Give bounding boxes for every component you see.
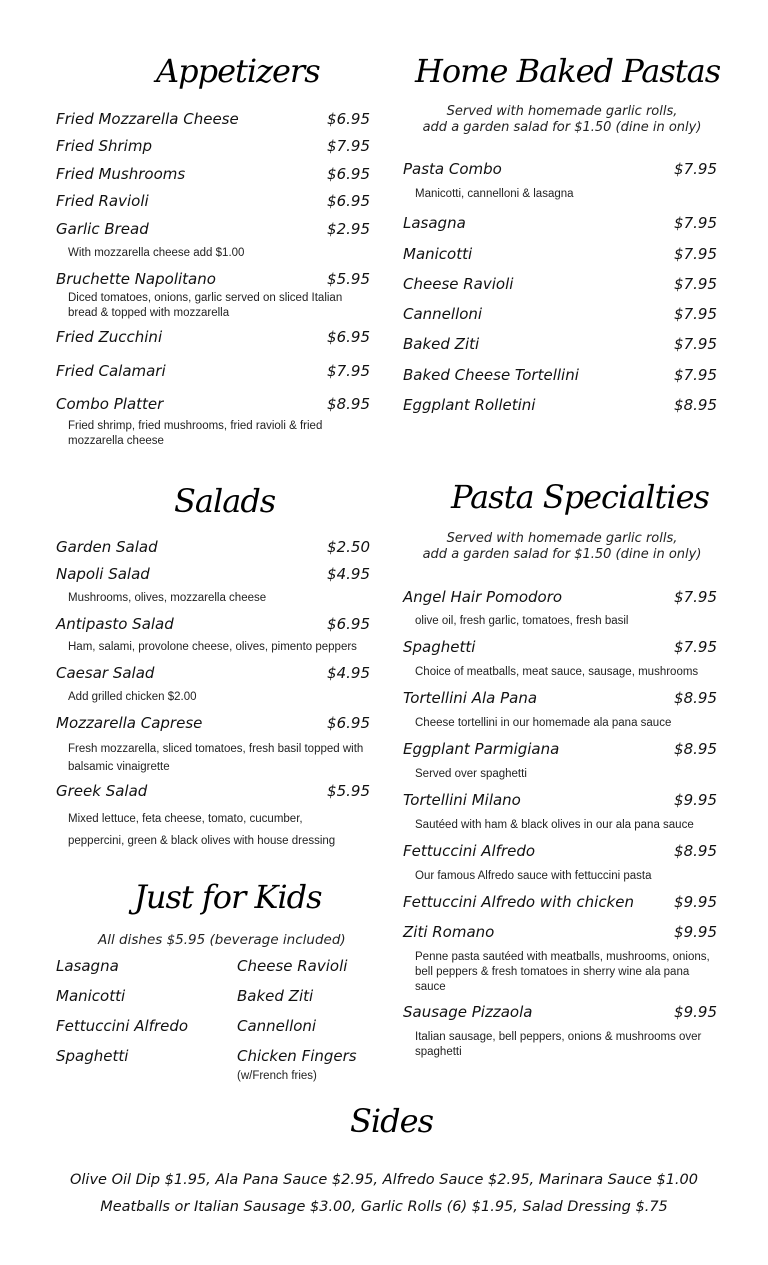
item-price: $7.95 — [674, 245, 717, 263]
menu-item — [403, 923, 721, 945]
item-price: $7.95 — [327, 137, 370, 155]
menu-item — [403, 689, 721, 711]
home-baked-subtitle-1: Served with homemade garlic rolls, — [446, 104, 678, 119]
item-description: With mozzarella cheese add $1.00 — [68, 247, 245, 259]
kids-item: Lasagna — [56, 957, 119, 975]
item-price: $8.95 — [327, 395, 370, 413]
item-name: Manicotti — [403, 245, 473, 263]
item-name: Ziti Romano — [403, 923, 495, 941]
item-name: Fettuccini Alfredo — [403, 842, 536, 860]
menu-item — [403, 842, 721, 864]
item-description: Sautéed with ham & black olives in our ala pana sauce — [415, 819, 694, 831]
item-name: Pasta Combo — [403, 160, 502, 178]
item-name: Baked Cheese Tortellini — [403, 366, 579, 384]
item-price: $9.95 — [674, 791, 717, 809]
item-description: Manicotti, cannelloni & lasagna — [415, 188, 574, 200]
item-description: Italian sausage, bell peppers, onions & mushrooms over spaghetti — [415, 1031, 702, 1058]
item-description: olive oil, fresh garlic, tomatoes, fresh basil — [415, 615, 629, 627]
menu-item — [56, 664, 374, 686]
specialties-subtitle-1: Served with homemade garlic rolls, — [446, 531, 678, 546]
kids-item: Manicotti — [56, 987, 126, 1005]
kids-item: Cannelloni — [237, 1017, 317, 1035]
menu-item — [56, 192, 374, 214]
salads-heading: Salads — [174, 482, 276, 520]
item-price: $7.95 — [327, 362, 370, 380]
sides-line-1: Olive Oil Dip $1.95, Ala Pana Sauce $2.95, Alfredo Sauce $2.95, Marinara Sauce $1.00 — [69, 1172, 698, 1188]
item-description: Choice of meatballs, meat sauce, sausage, mushrooms — [415, 666, 699, 678]
item-name: Antipasto Salad — [56, 615, 174, 633]
kids-item: Chicken Fingers — [237, 1047, 357, 1065]
item-description: Ham, salami, provolone cheese, olives, pimento peppers — [68, 641, 357, 653]
item-name: Cheese Ravioli — [403, 275, 514, 293]
menu-item — [403, 245, 721, 267]
item-name: Fried Ravioli — [56, 192, 149, 210]
item-name: Mozzarella Caprese — [56, 714, 203, 732]
menu-item — [403, 791, 721, 813]
menu-item — [56, 362, 374, 384]
home-baked-subtitle-2: add a garden salad for $1.50 (dine in only) — [422, 120, 702, 135]
kids-item: Fettuccini Alfredo — [56, 1017, 189, 1035]
item-description: Add grilled chicken $2.00 — [68, 691, 197, 703]
specialties-heading: Pasta Specialties — [451, 478, 709, 516]
menu-item — [56, 782, 374, 804]
appetizers-heading: Appetizers — [156, 52, 320, 90]
item-name: Bruchette Napolitano — [56, 270, 216, 288]
item-name: Napoli Salad — [56, 565, 150, 583]
item-price: $7.95 — [674, 275, 717, 293]
menu-item — [403, 893, 721, 915]
menu-item — [403, 366, 721, 388]
item-price: $6.95 — [327, 110, 370, 128]
menu-item — [56, 220, 374, 242]
item-description: Mushrooms, olives, mozzarella cheese — [68, 592, 267, 604]
item-description: Mixed lettuce, feta cheese, tomato, cucumber, peppercini, green & black olives with house dressing — [68, 813, 336, 847]
item-description: Penne pasta sautéed with meatballs, mushrooms, onions, bell peppers & fresh tomatoes in sherry wine ala pana sauce — [415, 951, 710, 993]
menu-item — [56, 165, 374, 187]
menu-item — [403, 275, 721, 297]
item-description: Served over spaghetti — [415, 768, 527, 780]
menu-item — [56, 137, 374, 159]
item-price: $7.95 — [674, 305, 717, 323]
item-price: $2.50 — [327, 538, 370, 556]
item-description: Cheese tortellini in our homemade ala pana sauce — [415, 717, 672, 729]
menu-item — [56, 538, 374, 560]
item-name: Spaghetti — [403, 638, 476, 656]
menu-item — [403, 588, 721, 610]
item-price: $7.95 — [674, 366, 717, 384]
menu-item — [56, 270, 374, 292]
item-name: Cannelloni — [403, 305, 483, 323]
item-price: $6.95 — [327, 714, 370, 732]
item-name: Lasagna — [403, 214, 466, 232]
menu-item — [403, 305, 721, 327]
menu-item — [403, 638, 721, 660]
menu-item — [56, 615, 374, 637]
menu-item — [56, 110, 374, 132]
item-price: $9.95 — [674, 923, 717, 941]
item-price: $9.95 — [674, 1003, 717, 1021]
menu-item — [403, 214, 721, 236]
home-baked-heading: Home Baked Pastas — [415, 52, 721, 90]
item-price: $9.95 — [674, 893, 717, 911]
item-name: Fried Zucchini — [56, 328, 163, 346]
item-description: Our famous Alfredo sauce with fettuccini pasta — [415, 870, 652, 882]
kids-item: Baked Ziti — [237, 987, 314, 1005]
sides-heading: Sides — [350, 1102, 433, 1140]
kids-note: (w/French fries) — [237, 1070, 317, 1082]
item-name: Eggplant Rolletini — [403, 396, 536, 414]
item-description: Fresh mozzarella, sliced tomatoes, fresh basil topped with balsamic vinaigrette — [68, 743, 364, 773]
menu-item — [403, 396, 721, 418]
item-price: $7.95 — [674, 214, 717, 232]
kids-item: Spaghetti — [56, 1047, 129, 1065]
item-name: Fettuccini Alfredo with chicken — [403, 893, 634, 911]
item-price: $6.95 — [327, 328, 370, 346]
menu-item — [403, 740, 721, 762]
item-name: Baked Ziti — [403, 335, 480, 353]
item-price: $4.95 — [327, 664, 370, 682]
item-price: $6.95 — [327, 192, 370, 210]
item-name: Tortellini Ala Pana — [403, 689, 538, 707]
item-name: Fried Mushrooms — [56, 165, 186, 183]
item-price: $6.95 — [327, 615, 370, 633]
item-name: Fried Shrimp — [56, 137, 152, 155]
menu-item — [56, 565, 374, 587]
item-price: $8.95 — [674, 396, 717, 414]
menu-item — [56, 328, 374, 350]
item-price: $8.95 — [674, 842, 717, 860]
item-description: Fried shrimp, fried mushrooms, fried ravioli & fried mozzarella cheese — [68, 420, 323, 447]
item-name: Caesar Salad — [56, 664, 155, 682]
item-name: Fried Mozzarella Cheese — [56, 110, 239, 128]
item-price: $5.95 — [327, 782, 370, 800]
item-name: Fried Calamari — [56, 362, 166, 380]
menu-item — [56, 714, 374, 736]
item-name: Sausage Pizzaola — [403, 1003, 533, 1021]
item-price: $6.95 — [327, 165, 370, 183]
item-name: Combo Platter — [56, 395, 164, 413]
item-price: $7.95 — [674, 588, 717, 606]
item-name: Greek Salad — [56, 782, 148, 800]
item-name: Tortellini Milano — [403, 791, 521, 809]
item-price: $7.95 — [674, 638, 717, 656]
item-price: $5.95 — [327, 270, 370, 288]
item-name: Eggplant Parmigiana — [403, 740, 560, 758]
menu-item — [403, 335, 721, 357]
menu-item — [56, 395, 374, 417]
kids-item: Cheese Ravioli — [237, 957, 348, 975]
specialties-subtitle-2: add a garden salad for $1.50 (dine in only) — [422, 547, 702, 562]
item-name: Garden Salad — [56, 538, 158, 556]
item-description: Diced tomatoes, onions, garlic served on sliced Italian bread & topped with mozzarella — [68, 292, 343, 319]
item-price: $2.95 — [327, 220, 370, 238]
menu-item — [403, 160, 721, 182]
item-price: $4.95 — [327, 565, 370, 583]
item-name: Garlic Bread — [56, 220, 149, 238]
item-price: $7.95 — [674, 160, 717, 178]
item-name: Angel Hair Pomodoro — [403, 588, 563, 606]
sides-line-2: Meatballs or Italian Sausage $3.00, Garlic Rolls (6) $1.95, Salad Dressing $.75 — [100, 1199, 668, 1215]
menu-item — [403, 1003, 721, 1025]
item-price: $8.95 — [674, 689, 717, 707]
kids-subtitle: All dishes $5.95 (beverage included) — [98, 932, 346, 948]
item-price: $7.95 — [674, 335, 717, 353]
kids-heading: Just for Kids — [134, 878, 322, 916]
item-price: $8.95 — [674, 740, 717, 758]
